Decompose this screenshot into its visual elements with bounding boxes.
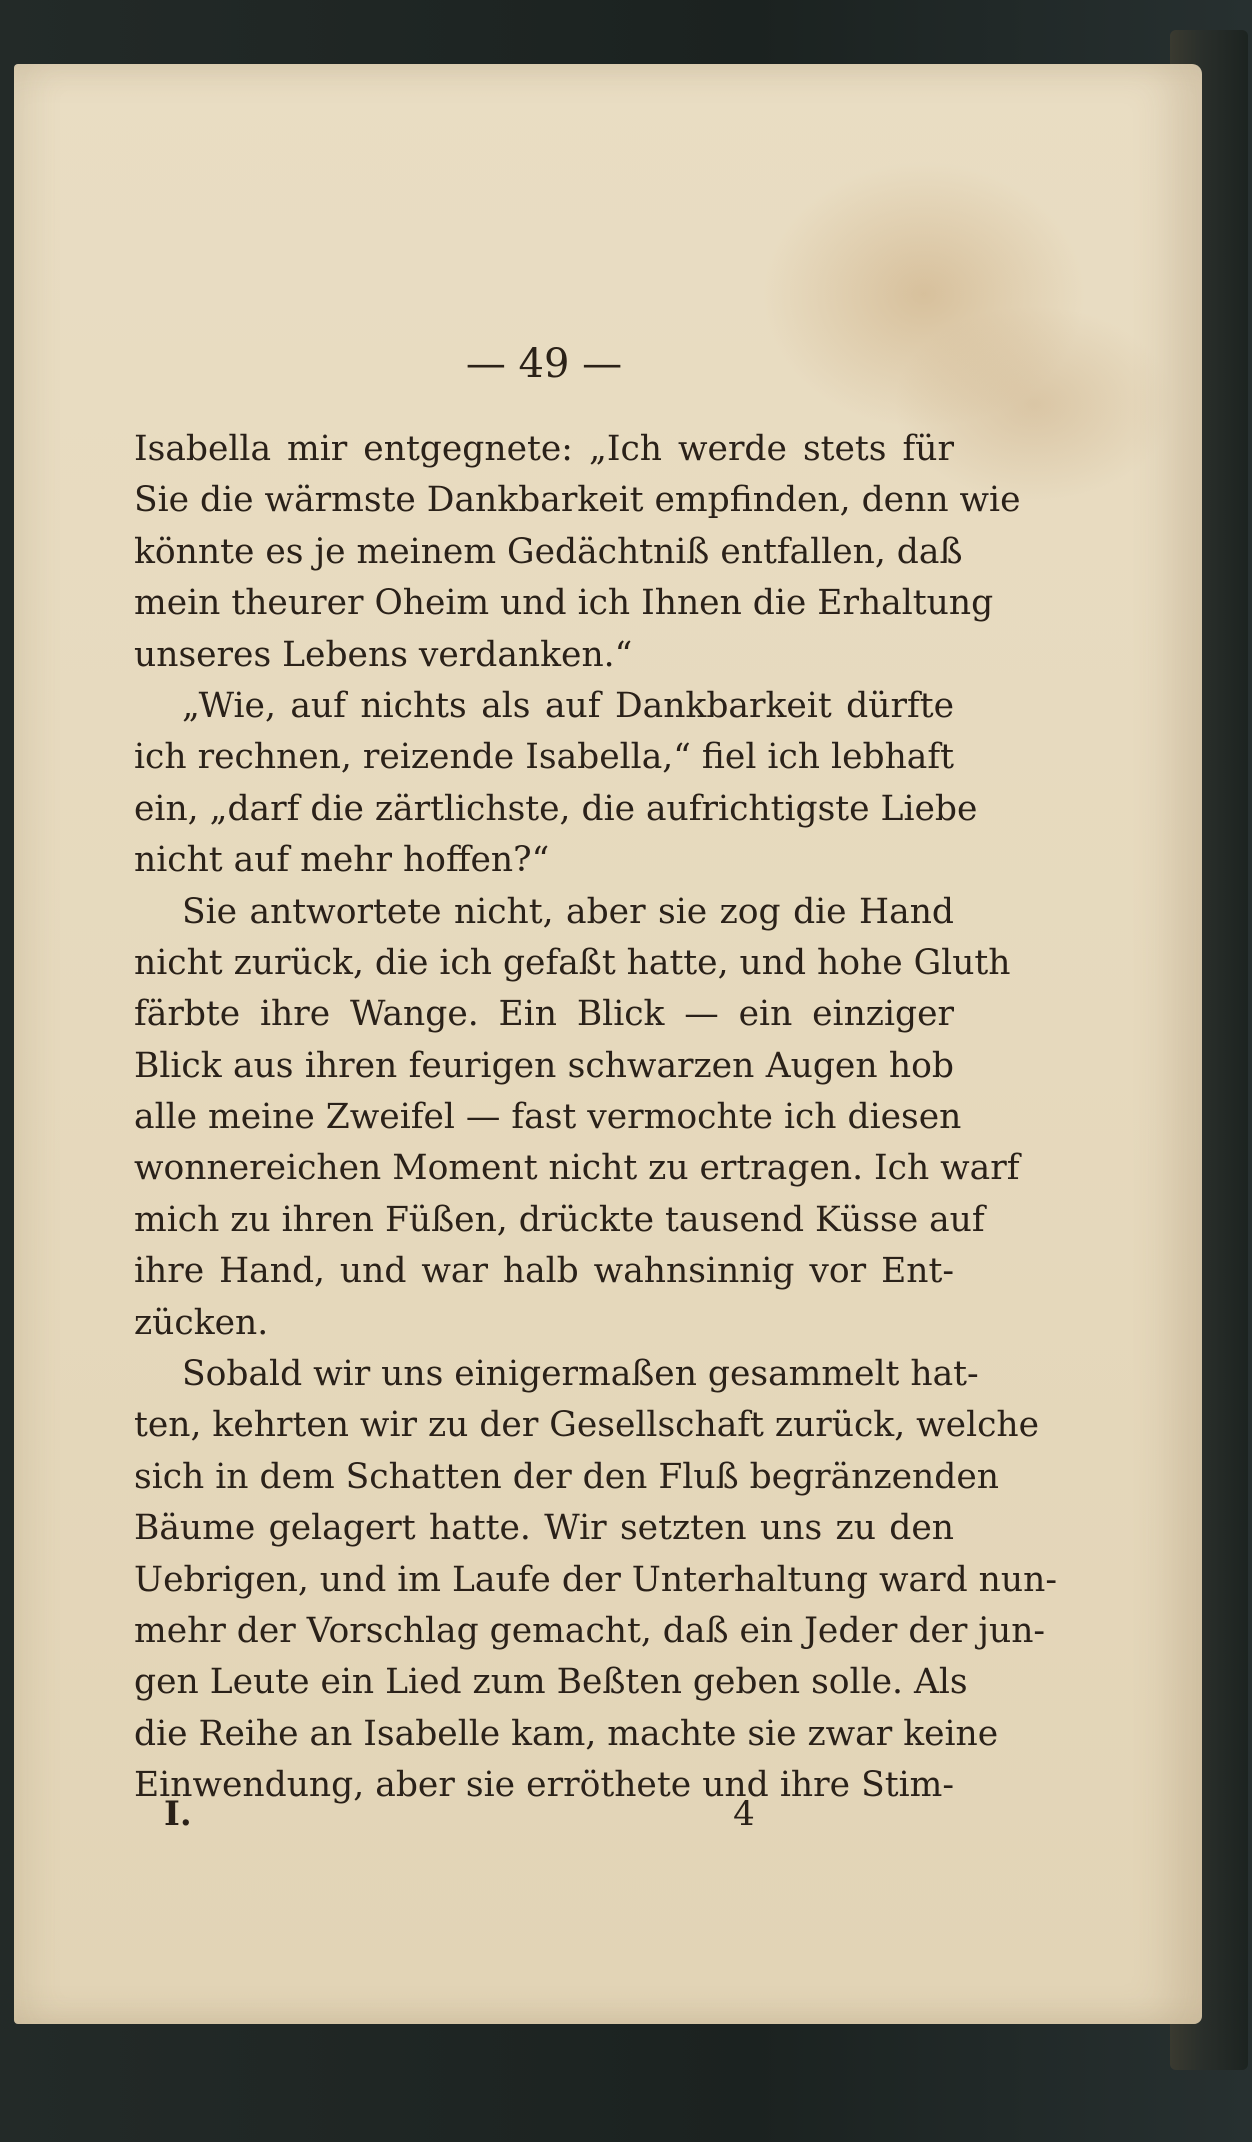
text-line: mein theurer Oheim und ich Ihnen die Erhaltung — [134, 583, 994, 624]
body-text — [134, 424, 1057, 1824]
text-line: alle meine Zweifel — fast vermochte ich diesen — [134, 1097, 962, 1138]
text-line: mehr der Vorschlag gemacht, daß ein Jeder der jun- — [134, 1610, 1046, 1651]
text-line: könnte es je meinem Gedächtniß entfallen, daß — [134, 531, 963, 572]
text-line: Uebrigen, und im Laufe der Unterhaltung ward nun- — [134, 1559, 1057, 1600]
text-line: die Reihe an Isabelle kam, machte sie zwar keine — [134, 1713, 999, 1754]
text-line: ten, kehrten wir zu der Gesellschaft zurück, welche — [134, 1405, 1040, 1446]
text-line: nicht zurück, die ich gefaßt hatte, und hohe Gluth — [134, 942, 1011, 983]
text-line: ein, „darf die zärtlichste, die aufrichtigste Liebe — [134, 788, 978, 829]
text-line: Sie antwortete nicht, aber sie zog die Hand — [182, 891, 954, 932]
page-number: — 49 — — [465, 341, 623, 387]
text-line: ich rechnen, reizende Isabella,“ fiel ich lebhaft — [134, 737, 954, 778]
text-line: ihre Hand, und war halb wahnsinnig vor Ent- — [134, 1251, 954, 1292]
text-line: unseres Lebens verdanken.“ — [134, 634, 633, 675]
text-line: Sie die wärmste Dankbarkeit empfinden, denn wie — [134, 480, 1021, 521]
text-line: gen Leute ein Lied zum Beßten geben solle. Als — [134, 1662, 968, 1703]
text-line: „Wie, auf nichts als auf Dankbarkeit dürfte — [182, 685, 954, 726]
text-line: zücken. — [134, 1302, 269, 1343]
signature-mark: I. — [164, 1794, 192, 1834]
text-line: Isabella mir entgegnete: „Ich werde stets für — [134, 429, 954, 469]
book-page — [14, 64, 1202, 2024]
text-line: Sobald wir uns einigermaßen gesammelt hat- — [182, 1354, 979, 1395]
text-line: sich in dem Schatten der den Fluß begränzenden — [134, 1456, 999, 1497]
text-line: Einwendung, aber sie erröthete und ihre Stim- — [134, 1765, 954, 1806]
text-line: färbte ihre Wange. Ein Blick — ein einziger — [134, 994, 954, 1035]
text-line: wonnereichen Moment nicht zu ertragen. Ich warf — [134, 1148, 1020, 1189]
text-line: nicht auf mehr hoffen?“ — [134, 840, 550, 881]
text-line: Blick aus ihren feurigen schwarzen Augen hob — [134, 1045, 954, 1086]
text-line: mich zu ihren Füßen, drückte tausend Küsse auf — [134, 1199, 985, 1240]
text-line: Bäume gelagert hatte. Wir setzten uns zu den — [134, 1508, 954, 1549]
sheet-number: 4 — [733, 1794, 755, 1834]
